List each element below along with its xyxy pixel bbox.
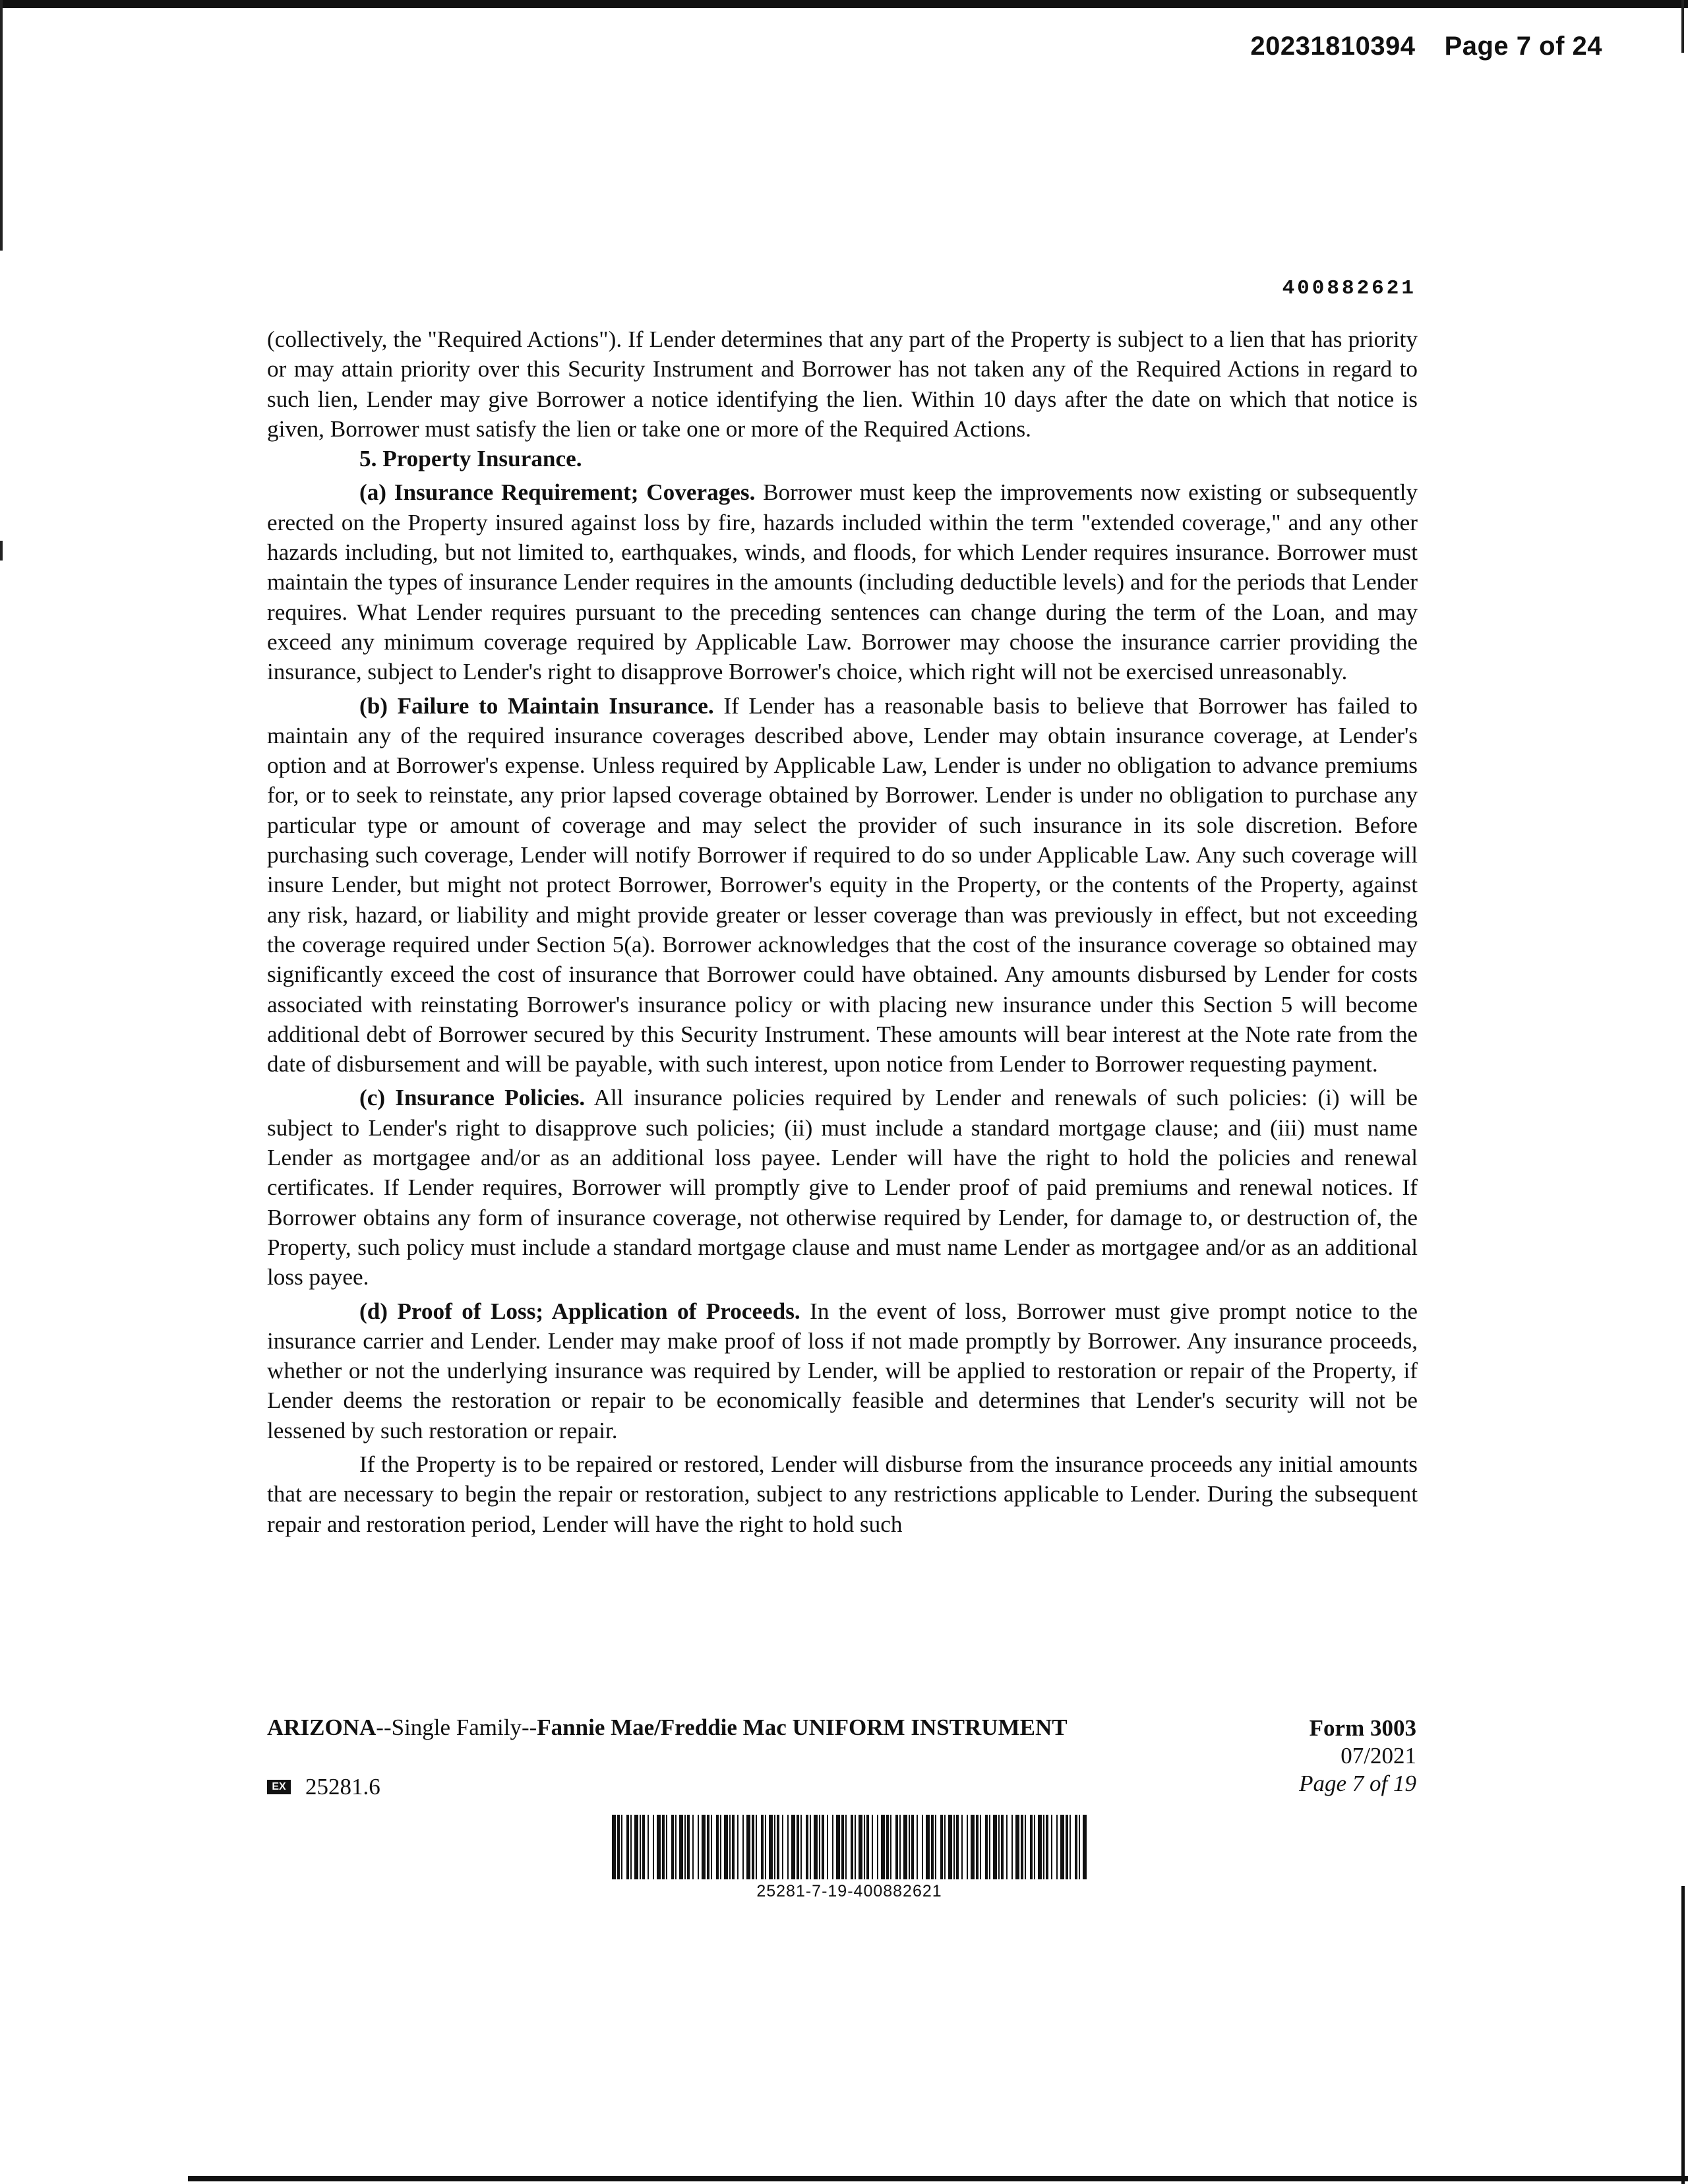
footer-family: Single Family: [391, 1714, 522, 1740]
scan-edge-bottom: [188, 2176, 1688, 2181]
paragraph-c-text: All insurance policies required by Lender and renewals of such policies: (i) will be subject to Lender's right to disapprove such policies; (ii) must include a standard mortgage clause; and (iii) must name Lender as mortgagee and/or as an additional loss payee. Lender will have the right to hold the policies and renewal certificates. If Lender requires, Borrower will promptly give to Lender proof of paid premiums and renewal notices. If Borrower obtains any form of insurance coverage, not otherwise required by Lender, for damage to, or destruction of, the Property, such policy must include a standard mortgage clause and must name Lender as mortgagee and/or as an additional loss payee.: [267, 1085, 1418, 1290]
doc-code-value: 25281.6: [305, 1774, 380, 1800]
footer-separator-1: --: [376, 1714, 392, 1740]
paragraph-a: [267, 477, 1418, 686]
vendor-logo-icon: EX: [267, 1780, 291, 1794]
footer-instrument: Fannie Mae/Freddie Mac UNIFORM INSTRUMENT: [537, 1714, 1068, 1740]
scan-edge-top: [0, 0, 1688, 8]
paragraph-d: [267, 1296, 1418, 1445]
scan-edge-right: [1681, 0, 1684, 53]
paragraph-c: [267, 1083, 1418, 1292]
recording-header: [1250, 32, 1602, 61]
recording-document-number: 20231810394: [1250, 32, 1416, 61]
paragraph-a-text: Borrower must keep the improvements now existing or subsequently erected on the Property insured against loss by fire, hazards included within the term "extended coverage," and any other hazards including, but not limited to, earthquakes, winds, and floods, for which Lender requires insurance. Borrower must maintain the types of insurance Lender requires in the amounts (including deductible levels) and for the periods that Lender requires. What Lender requires pursuant to the preceding sentences can change during the term of the Loan, and may exceed any minimum coverage required by Applicable Law. Borrower may choose the insurance carrier providing the insurance, subject to Lender's right to disapprove Borrower's choice, which right will not be exercised unreasonably.: [267, 479, 1418, 685]
paragraph-b-heading: (b) Failure to Maintain Insurance.: [359, 692, 714, 719]
footer-state: ARIZONA: [267, 1714, 377, 1740]
scan-edge-left: [0, 0, 3, 251]
paragraph-a-heading: (a) Insurance Requirement; Coverages.: [359, 479, 756, 506]
footer-doc-code: [267, 1774, 380, 1800]
paragraph-d-heading: (d) Proof of Loss; Application of Proceeds.: [359, 1298, 800, 1324]
footer-separator-2: --: [521, 1714, 537, 1740]
recording-page-number: Page 7 of 24: [1444, 32, 1602, 61]
footer-form-number: Form 3003: [1309, 1715, 1416, 1741]
document-body: [267, 324, 1418, 1539]
paragraph-d-text: In the event of loss, Borrower must give prompt notice to the insurance carrier and Lender. Lender may make proof of loss if not made promptly by Borrower. Any insurance proceeds, whether or not the underlying insurance was required by Lender, will be applied to restoration or repair of the Property, if Lender deems the restoration or repair to be economically feasible and determines that Lender's security will not be lessened by such restoration or repair.: [267, 1298, 1418, 1443]
footer-form-date: 07/2021: [1341, 1743, 1416, 1769]
paragraph-intro: (collectively, the "Required Actions"). If Lender determines that any part of the Property is subject to a lien that has priority or may attain priority over this Security Instrument and Borrower has not taken any of the Required Actions in regard to such lien, Lender may give Borrower a notice identifying the lien. Within 10 days after the date on which that notice is given, Borrower must satisfy the lien or take one or more of the Required Actions.: [267, 326, 1418, 442]
footer-instrument-title: [267, 1714, 1068, 1741]
barcode-icon: [612, 1815, 1087, 1879]
scan-edge-left-mark: [0, 541, 3, 561]
paragraph-b: [267, 691, 1418, 1079]
scan-edge-right-bottom: [1681, 1886, 1685, 2184]
loan-number: 400882621: [1282, 277, 1416, 300]
section-heading: 5. Property Insurance.: [359, 446, 582, 472]
footer-page-number: Page 7 of 19: [1299, 1771, 1416, 1796]
paragraph-b-text: If Lender has a reasonable basis to believe that Borrower has failed to maintain any of the required insurance coverages described above, Lender may obtain insurance coverage, at Lender's option and at Borrower's expense. Unless required by Applicable Law, Lender is under no obligation to advance premiums for, or to seek to reinstate, any prior lapsed coverage obtained by Borrower. Lender is under no obligation to purchase any particular type or amount of coverage and may select the provider of such insurance in its sole discretion. Before purchasing such coverage, Lender will notify Borrower if required to do so under Applicable Law. Any such coverage will insure Lender, but might not protect Borrower, Borrower's equity in the Property, or the contents of the Property, against any risk, hazard, or liability and might provide greater or lesser coverage than was previously in effect, but not exceeding the coverage required under Section 5(a). Borrower acknowledges that the cost of the insurance coverage so obtained may significantly exceed the cost of insurance that Borrower could have obtained. Any amounts disbursed by Lender for costs associated with reinstating Borrower's insurance policy or with placing new insurance under this Section 5 will become additional debt of Borrower secured by this Security Instrument. These amounts will bear interest at the Note rate from the date of disbursement and will be payable, with such interest, upon notice from Lender to Borrower requesting payment.: [267, 692, 1418, 1077]
paragraph-repair: If the Property is to be repaired or restored, Lender will disburse from the insurance proceeds any initial amounts that are necessary to begin the repair or restoration, subject to any restrictions applicable to Lender. During the subsequent repair and restoration period, Lender will have the right to hold such: [267, 1451, 1418, 1537]
paragraph-c-heading: (c) Insurance Policies.: [359, 1085, 586, 1111]
barcode-caption: 25281-7-19-400882621: [756, 1882, 942, 1900]
footer-form-info: [1299, 1714, 1416, 1798]
